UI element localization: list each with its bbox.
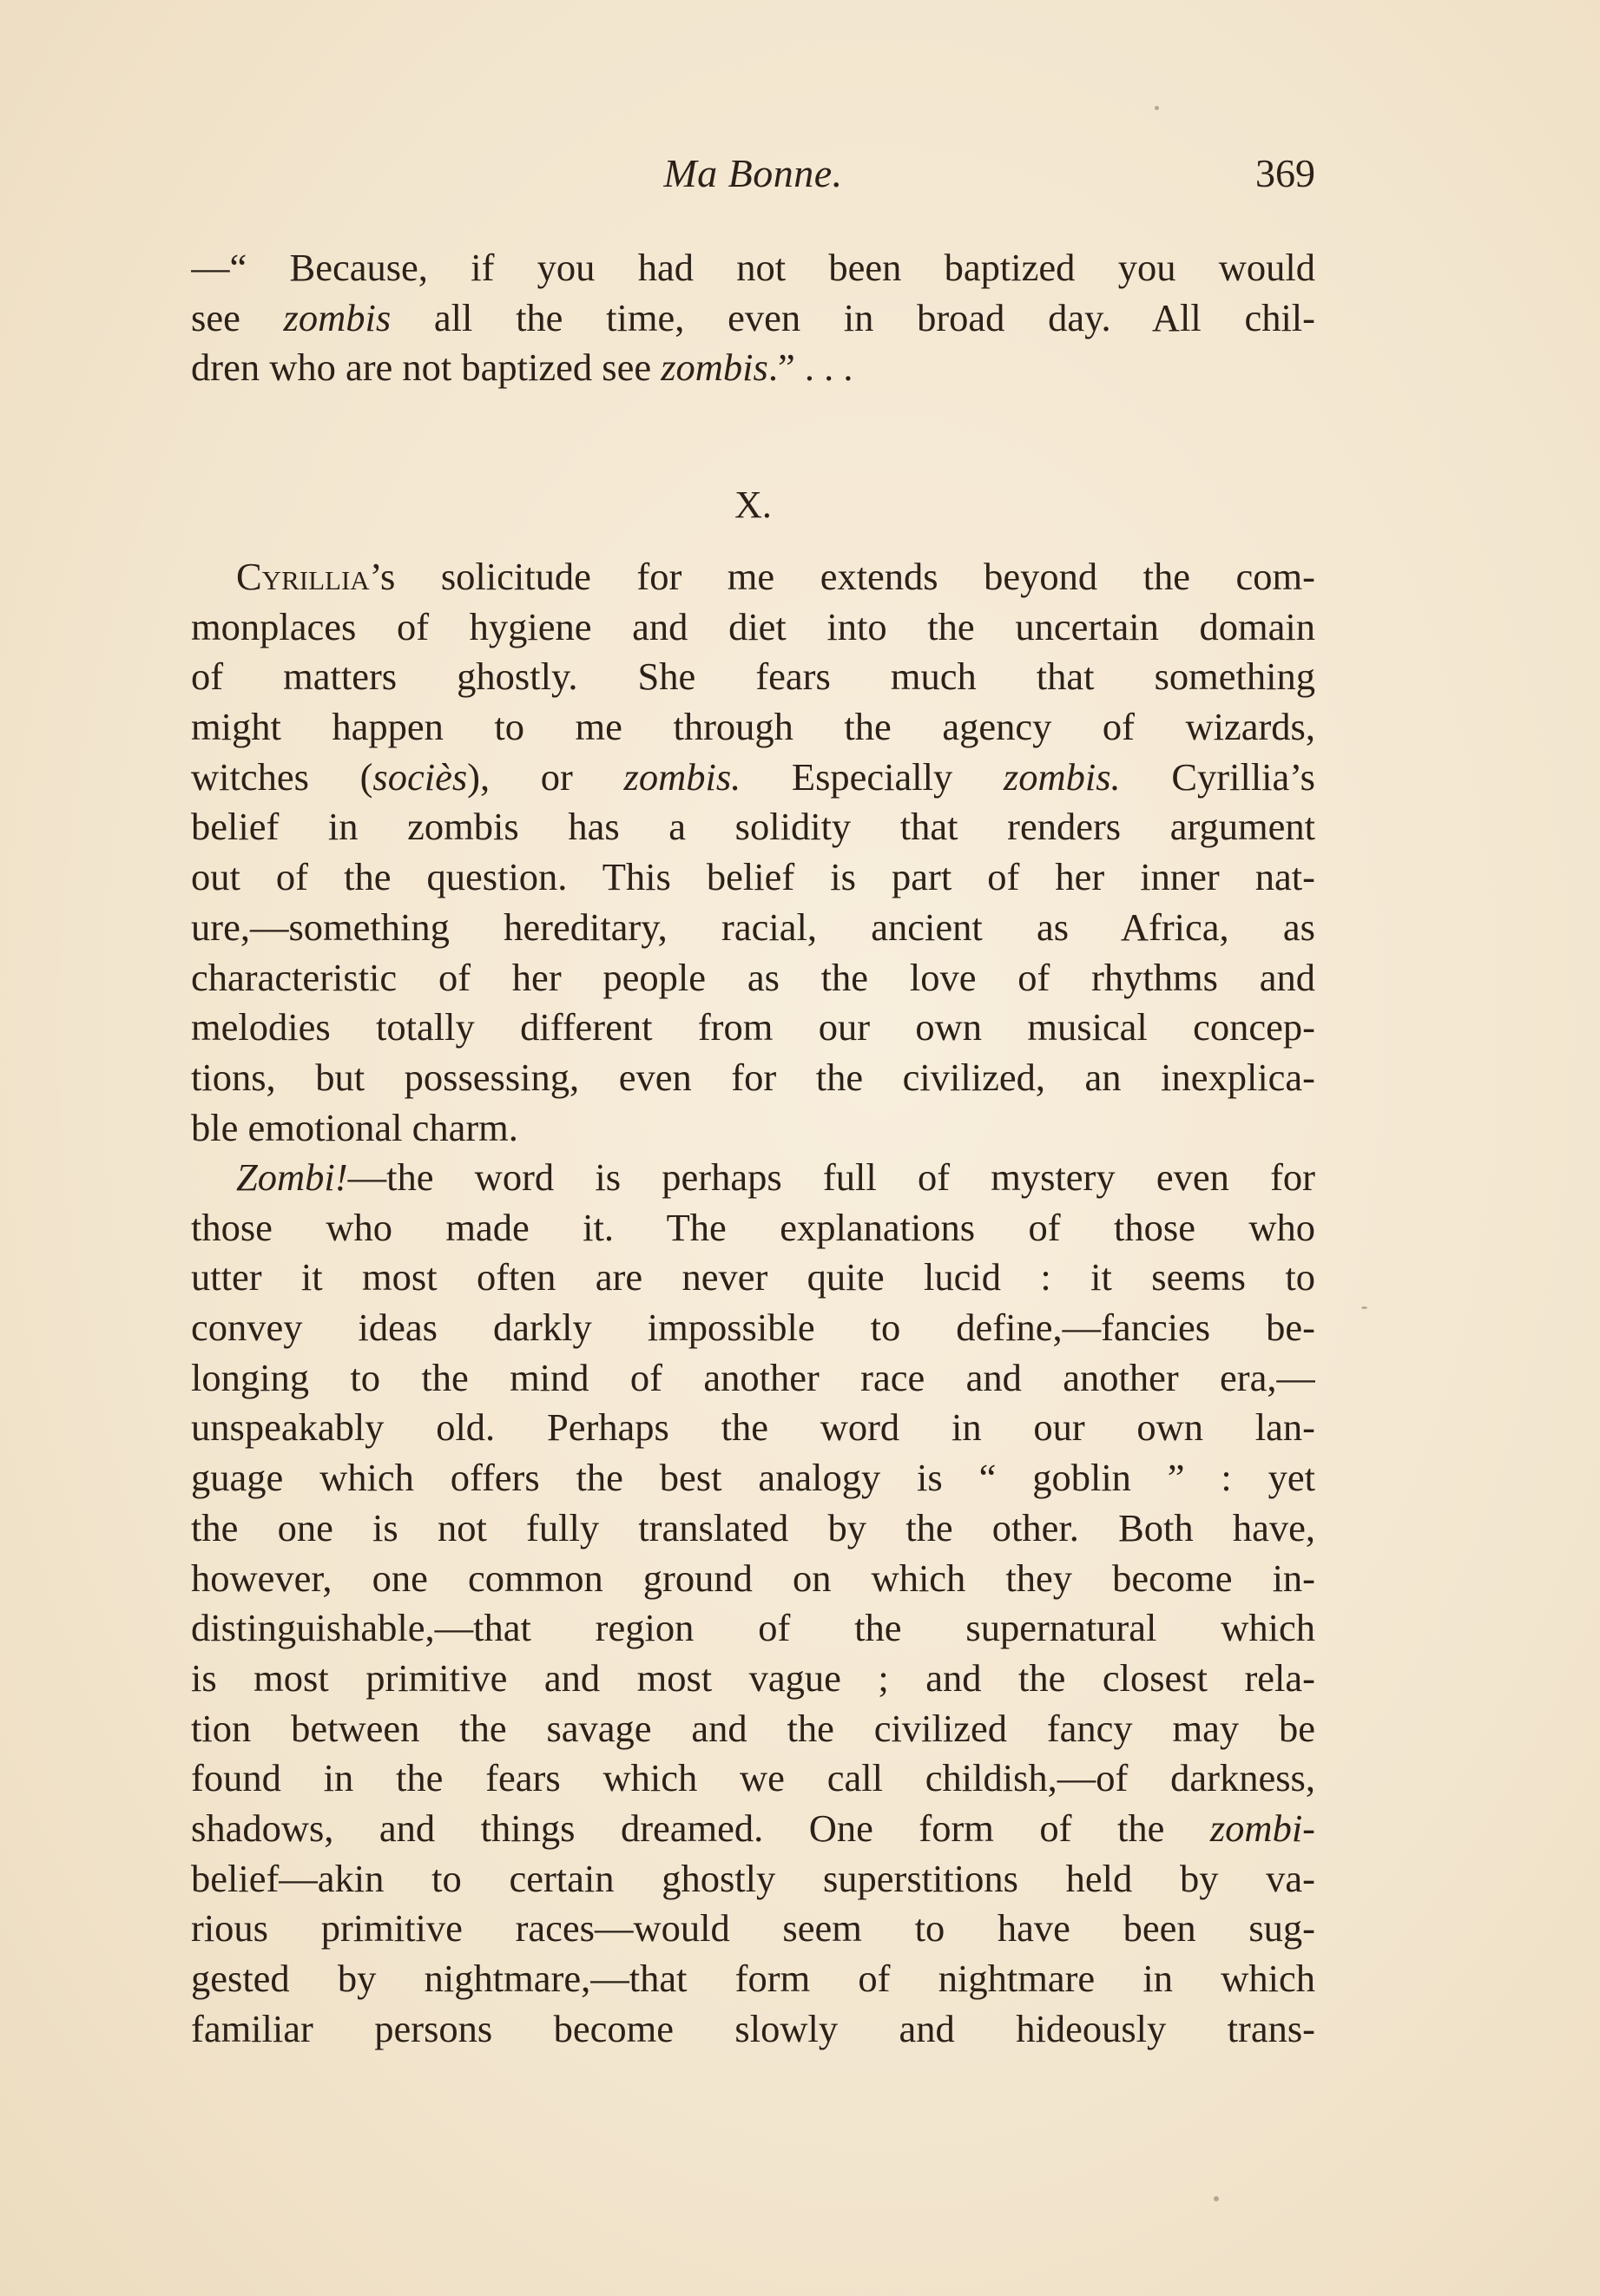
text-line: longing to the mind of another race and another era,—	[191, 1355, 1315, 1399]
text-line: belief in zombis has a solidity that renders argument	[191, 805, 1315, 849]
text-line: witches (sociès), or zombis. Especially zombis. Cyrillia’s	[191, 754, 1315, 799]
text-line: distinguishable,—that region of the supernatural which	[191, 1606, 1315, 1650]
text-line: might happen to me through the agency of wizards,	[191, 705, 1315, 749]
text-line: tion between the savage and the civilized fancy may be	[191, 1706, 1315, 1750]
text-line: the one is not fully translated by the other. Both have,	[191, 1505, 1315, 1549]
text-line: convey ideas darkly impossible to define,—fancies be-	[191, 1306, 1315, 1350]
text-line: melodies totally different from our own musical concep-	[191, 1005, 1315, 1049]
text-line: see zombis all the time, even in broad day. All chil-	[191, 295, 1315, 339]
section-heading: X.	[734, 484, 772, 526]
text-line: is most primitive and most vague ; and the closest rela-	[191, 1655, 1315, 1700]
paragraph-cyrillia	[191, 552, 1315, 1153]
text-line: utter it most often are never quite lucid : it seems to	[191, 1255, 1315, 1299]
text-line: rious primitive races—would seem to have been sug-	[191, 1906, 1315, 1951]
paragraph-zombi	[191, 1153, 1315, 2054]
text-line: characteristic of her people as the love of rhythms and	[191, 955, 1315, 999]
paper-speck	[1361, 1306, 1367, 1309]
running-head	[191, 143, 1315, 204]
text-line: belief—akin to certain ghostly superstitions held by va-	[191, 1856, 1315, 1900]
text-line: of matters ghostly. She fears much that something	[191, 655, 1315, 699]
text-line: —“ Because, if you had not been baptized you would	[191, 246, 1315, 289]
text-line: Zombi!—the word is perhaps full of mystery even for	[236, 1155, 1315, 1199]
text-line: ure,—something hereditary, racial, ancient as Africa, as	[191, 905, 1315, 949]
text-line: those who made it. The explanations of those who	[191, 1205, 1315, 1249]
text-line: however, one common ground on which they become in-	[191, 1556, 1315, 1600]
text-line: tions, but possessing, even for the civilized, an inexplica-	[191, 1055, 1315, 1099]
text-line: ble emotional charm.	[191, 1105, 518, 1149]
paper-speck	[1214, 2196, 1219, 2201]
text-line: familiar persons become slowly and hideously trans-	[191, 2006, 1315, 2050]
text-line: found in the fears which we call childish,—of darkness,	[191, 1756, 1315, 1800]
text-line: unspeakably old. Perhaps the word in our own lan-	[191, 1405, 1315, 1450]
text-line: gested by nightmare,—that form of nightmare in which	[191, 1957, 1315, 2000]
text-line: out of the question. This belief is part of her inner nat-	[191, 855, 1315, 899]
text-line: shadows, and things dreamed. One form of the zombi-	[191, 1806, 1315, 1850]
text-line: monplaces of hygiene and diet into the uncertain domain	[191, 604, 1315, 648]
text-line: guage which offers the best analogy is “ goblin ” : yet	[191, 1456, 1315, 1500]
paper-speck	[1155, 106, 1159, 110]
text-line: Cyrillia’s solicitude for me extends beyond the com-	[236, 555, 1315, 598]
page-number: 369	[1255, 151, 1315, 195]
intro-paragraph	[191, 243, 1315, 393]
text-line: dren who are not baptized see zombis.” . . .	[191, 345, 853, 390]
running-head-title: Ma Bonne.	[663, 151, 843, 195]
